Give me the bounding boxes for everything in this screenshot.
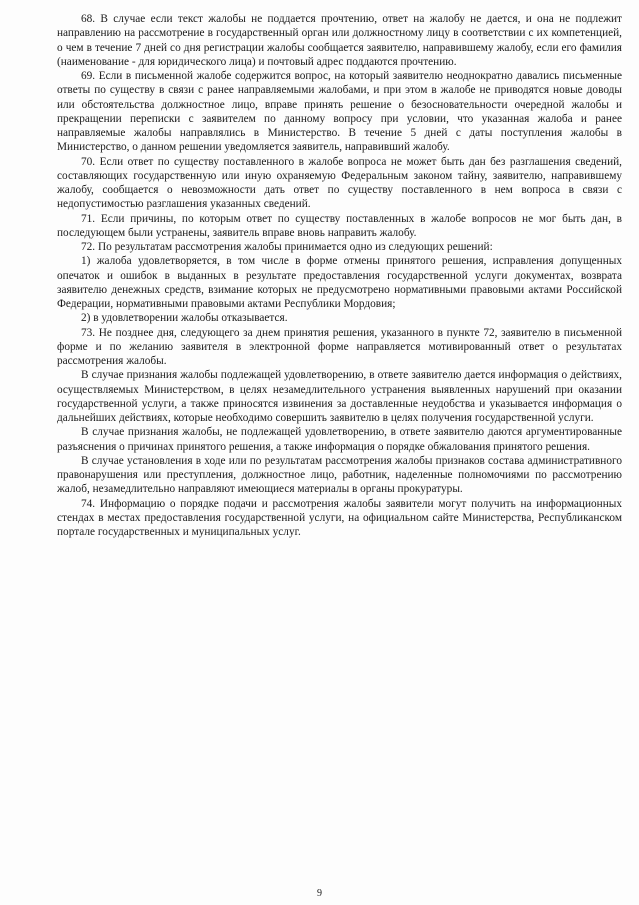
- paragraph-73-prosecution: В случае установления в ходе или по результатам рассмотрения жалобы признаков состава административного правонарушения или преступления, должностное лицо, работник, наделенные полномочиями по рассмотрению жалоб, незамедлительно направляют имеющиеся материалы в органы прокуратуры.: [57, 454, 622, 496]
- paragraph-69: 69. Если в письменной жалобе содержится вопрос, на который заявителю неоднократно давались письменные ответы по существу в связи с ранее направляемыми жалобами, и при этом в жалобе не приводятся новые доводы или обстоятельства должностное лицо, вправе принять решение о безосновательности очередной жалобы и прекращении переписки с заявителем по данному вопросу при условии, что указанная жалоба и ранее направляемые жалобы направлялись в Министерство. В течение 5 дней с даты поступления жалобы в Министерство, о данном решении уведомляется заявитель, направивший жалобу.: [57, 70, 622, 154]
- paragraph-71: 71. Если причины, по которым ответ по существу поставленных в жалобе вопросов не мог быть дан, в последующем были устранены, заявитель вправе вновь направить жалобу.: [57, 212, 622, 239]
- document-body: [57, 12, 622, 539]
- paragraph-73-rejected: В случае признания жалобы, не подлежащей удовлетворению, в ответе заявителю даются аргументированные разъяснения о причинах принятого решения, а также информация о порядке обжалования принятого решения.: [57, 426, 622, 453]
- paragraph-73: 73. Не позднее дня, следующего за днем принятия решения, указанного в пункте 72, заявителю в письменной форме и по желанию заявителя в электронной форме направляется мотивированный ответ о результатах рассмотрения жалобы.: [57, 326, 622, 367]
- paragraph-72-item-2: 2) в удовлетворении жалобы отказывается.: [81, 312, 288, 325]
- paragraph-73-satisfied: В случае признания жалобы подлежащей удовлетворению, в ответе заявителю дается информация о действиях, осуществляемых Министерством, в целях незамедлительного устранения выявленных нарушений при оказании государственной услуги, а также приносятся извинения за доставленные неудобства и указывается информация о дальнейших действиях, которые необходимо совершить заявителю в целях получения государственной услуги.: [57, 369, 622, 424]
- paragraph-74: 74. Информацию о порядке подачи и рассмотрения жалобы заявители могут получить на информационных стендах в местах предоставления государственной услуги, на официальном сайте Министерства, Республиканском портале государственных и муниципальных услуг.: [57, 497, 622, 538]
- paragraph-72-item-1: 1) жалоба удовлетворяется, в том числе в форме отмены принятого решения, исправления допущенных опечаток и ошибок в выданных в результате предоставления государственной услуги документах, возврата заявителю денежных средств, взимание которых не предусмотрено нормативными правовыми актами Российской Федерации, нормативными правовыми актами Республики Мордовия;: [57, 255, 622, 310]
- paragraph-72: 72. По результатам рассмотрения жалобы принимается одно из следующих решений:: [81, 241, 493, 253]
- paragraph-68: 68. В случае если текст жалобы не поддается прочтению, ответ на жалобу не дается, и она не подлежит направлению на рассмотрение в государственный орган или должностному лицу в соответствии с их компетенцией, о чем в течение 7 дней со дня регистрации жалобы сообщается заявителю, направившему жалобу, если его фамилия (наименование - для юридического лица) и почтовый адрес поддаются прочтению.: [57, 13, 622, 68]
- paragraph-70: 70. Если ответ по существу поставленного в жалобе вопроса не может быть дан без разглашения сведений, составляющих государственную или иную охраняемую Федеральным законом тайну, заявителю, направившему жалобу, сообщается о невозможности дать ответ по существу поставленного в нем вопроса в связи с недопустимостью разглашения указанных сведений.: [57, 155, 622, 211]
- page-number: 9: [317, 888, 322, 899]
